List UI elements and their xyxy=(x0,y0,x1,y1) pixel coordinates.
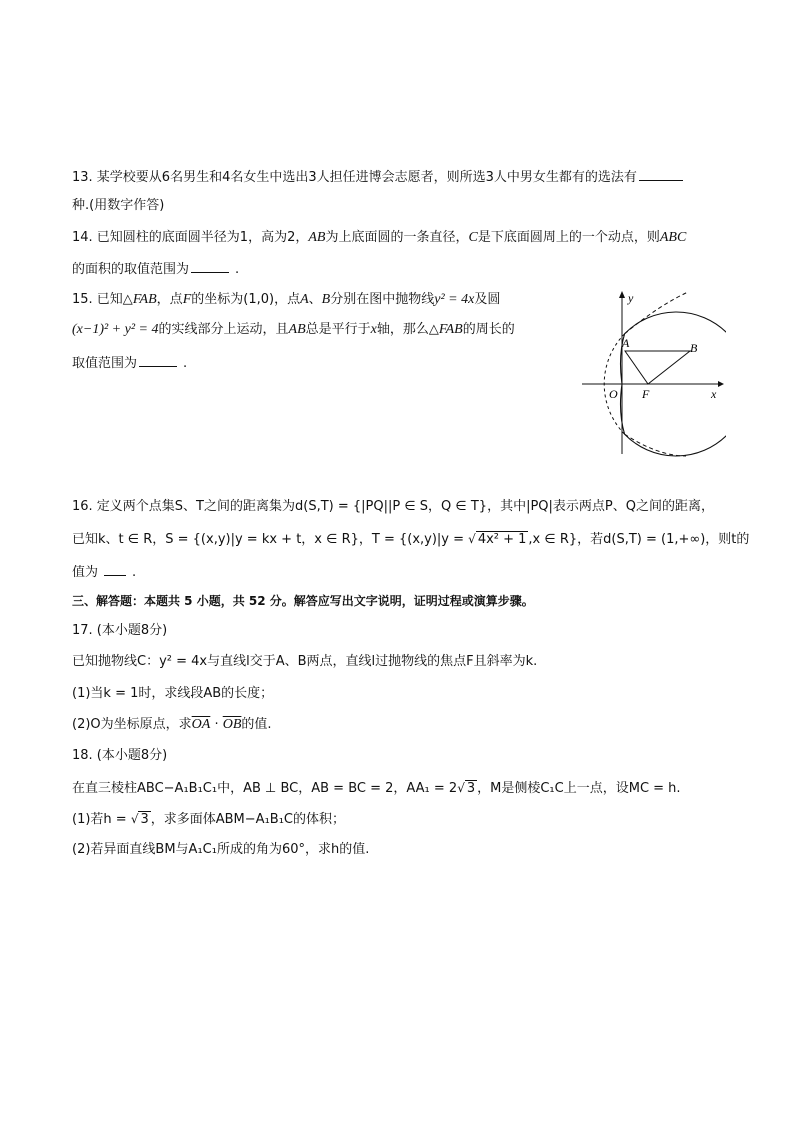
q15-text-i: 及圆 xyxy=(474,292,501,307)
q13-line2 xyxy=(72,196,164,216)
q15-text-e: 、 xyxy=(308,292,322,307)
q16-line3 xyxy=(72,561,136,583)
q16-line1 xyxy=(72,497,714,517)
q16-line2: 已知k、t ∈ R，S = {(x,y)|y = kx + t，x ∈ R}，T = {(x,y)|y = √ 4x² + 1 ,x ∈ R}，若d(S,T) = (1,+∞)，则t的 xyxy=(72,532,750,547)
q16-answer-blank[interactable] xyxy=(104,561,126,576)
section3-heading xyxy=(72,591,534,611)
q17-dot: · xyxy=(210,717,223,732)
label-a: A xyxy=(622,336,630,350)
q15-text-c: 的坐标为(1,0)，点 xyxy=(191,292,301,307)
q17-title-text: 17. (本小题8分) xyxy=(72,623,168,638)
x-axis-arrow xyxy=(718,381,724,387)
q15-line2 xyxy=(72,320,515,340)
q17-vector-oa: $\overline{OA}$ xyxy=(191,717,211,732)
q17-text-2: (1)当k = 1时，求线段AB的长度； xyxy=(72,686,274,701)
q13-text-2: 种.(用数字作答) xyxy=(72,198,165,213)
q18-text-3: (2)若异面直线BM与A₁C₁所成的角为60°，求h的值. xyxy=(72,842,370,857)
q18-text-2a: (1)若h = xyxy=(72,812,131,827)
q15-text-2c: 轴，那么△ xyxy=(376,322,439,337)
q18-text-2b: ，求多面体ABM−A₁B₁C的体积； xyxy=(150,812,345,827)
q15-math-ab: AB xyxy=(288,322,306,337)
q15-text-2b: 总是平行于 xyxy=(305,322,371,337)
q16-text-3: 值为 xyxy=(72,565,99,580)
q15-answer-blank[interactable] xyxy=(139,352,177,367)
section3-text: 三、解答题：本题共 5 小题，共 52 分。解答应写出文字说明，证明过程或演算步骤。 xyxy=(72,594,534,608)
q15-text-3: 取值范围为 xyxy=(72,356,138,371)
q17-title xyxy=(72,621,167,641)
q17-text-1: 已知抛物线C：y² = 4x与直线l交于A、B两点，直线l过抛物线的焦点F且斜率为k. xyxy=(72,654,538,669)
q15-math-fab-2: FAB xyxy=(438,322,463,337)
q13-text: 13. 某学校要从6名男生和4名女生中选出3人担任进博会志愿者，则所选3人中男女生都有的选法有 xyxy=(72,170,637,185)
q14-answer-blank[interactable] xyxy=(191,258,229,273)
q14-math-ab: AB xyxy=(308,230,326,245)
q17-text-3b: 的值. xyxy=(241,717,272,732)
q16-text-2b: ,x ∈ R}，若d(S,T) = (1,+∞)，则t的 xyxy=(528,532,750,547)
q18-line2: (1)若h = √ 3 ，求多面体ABM−A₁B₁C的体积； xyxy=(72,812,345,827)
q18-title xyxy=(72,746,167,766)
q14-text-d: 是下底面圆周上的一个动点，则 xyxy=(477,230,660,245)
q14-line2 xyxy=(72,258,239,280)
q15-text-2a: 的实线部分上运动，且 xyxy=(158,322,289,337)
q17-line1 xyxy=(72,652,537,672)
q17-line3 xyxy=(72,715,272,735)
q15-math-f: F xyxy=(182,292,192,307)
q14-period: . xyxy=(235,262,240,277)
label-f: F xyxy=(642,387,650,401)
q16-text-1: 16. 定义两个点集S、T之间的距离集为d(S,T) = {|PQ||P ∈ S，Q ∈ T}，其中|PQ|表示两点P、Q之间的距离， xyxy=(72,499,714,514)
q15-text-h: 分别在图中抛物线 xyxy=(330,292,435,307)
q18-text-1b: ，M是侧棱C₁C上一点，设MC = h. xyxy=(477,781,681,796)
q15-math-b: B xyxy=(321,292,331,307)
q18-line1: 在直三棱柱ABC−A₁B₁C₁中，AB ⊥ BC，AB = BC = 2，AA₁ = 2√ 3 ，M是侧棱C₁C上一点，设MC = h. xyxy=(72,781,681,796)
triangle-fab xyxy=(625,351,690,384)
q14-text-2: 的面积的取值范围为 xyxy=(72,262,190,277)
q14-line1 xyxy=(72,228,686,248)
q17-text-3a: (2)O为坐标原点，求 xyxy=(72,717,192,732)
q18-title-text: 18. (本小题8分) xyxy=(72,748,168,763)
q15-math-parabola: y² = 4x xyxy=(434,292,475,307)
label-b: B xyxy=(690,341,698,355)
q13-line1 xyxy=(72,166,685,188)
q15-text-b: ，点 xyxy=(156,292,183,307)
q18-sqrt-2: 3 xyxy=(140,812,149,827)
parabola-dashed-upper xyxy=(625,292,688,334)
q18-sqrt-1: 3 xyxy=(466,781,476,796)
q16-period: . xyxy=(132,565,137,580)
q15-math-fab: FAB xyxy=(132,292,157,307)
q14-math-c: C xyxy=(468,230,478,245)
label-y: y xyxy=(628,291,634,305)
q15-text-2d: 的周长的 xyxy=(462,322,515,337)
q16-text-2a: 已知k、t ∈ R，S = {(x,y)|y = kx + t，x ∈ R}，T = {(x,y)|y = xyxy=(72,532,469,547)
q18-line3 xyxy=(72,840,369,860)
q14-math-abc: ABC xyxy=(659,230,687,245)
parabola-circle-diagram xyxy=(578,288,726,458)
q13-answer-blank[interactable] xyxy=(639,166,683,181)
q15-period: . xyxy=(183,356,188,371)
q15-text-a: 15. 已知△ xyxy=(72,292,133,307)
q14-text-b: 为上底面圆的一条直径， xyxy=(325,230,469,245)
q14-text-a: 14. 已知圆柱的底面圆半径为1，高为2， xyxy=(72,230,309,245)
q15-line1 xyxy=(72,290,500,310)
q15-math-a: A xyxy=(300,292,309,307)
q15-math-circle: (x−1)² + y² = 4 xyxy=(72,322,159,337)
q17-vector-ob: $\overline{OB}$ xyxy=(222,717,242,732)
q17-line2 xyxy=(72,684,273,704)
q16-sqrt: 4x² + 1 xyxy=(477,532,527,547)
q15-line3 xyxy=(72,352,187,374)
q18-text-1a: 在直三棱柱ABC−A₁B₁C₁中，AB ⊥ BC，AB = BC = 2，AA₁ = 2 xyxy=(72,781,458,796)
q15-figure xyxy=(578,288,726,458)
q15-math-x: x xyxy=(370,322,377,337)
y-axis-arrow xyxy=(619,291,625,298)
label-o: O xyxy=(609,387,618,401)
label-x: x xyxy=(711,387,717,401)
